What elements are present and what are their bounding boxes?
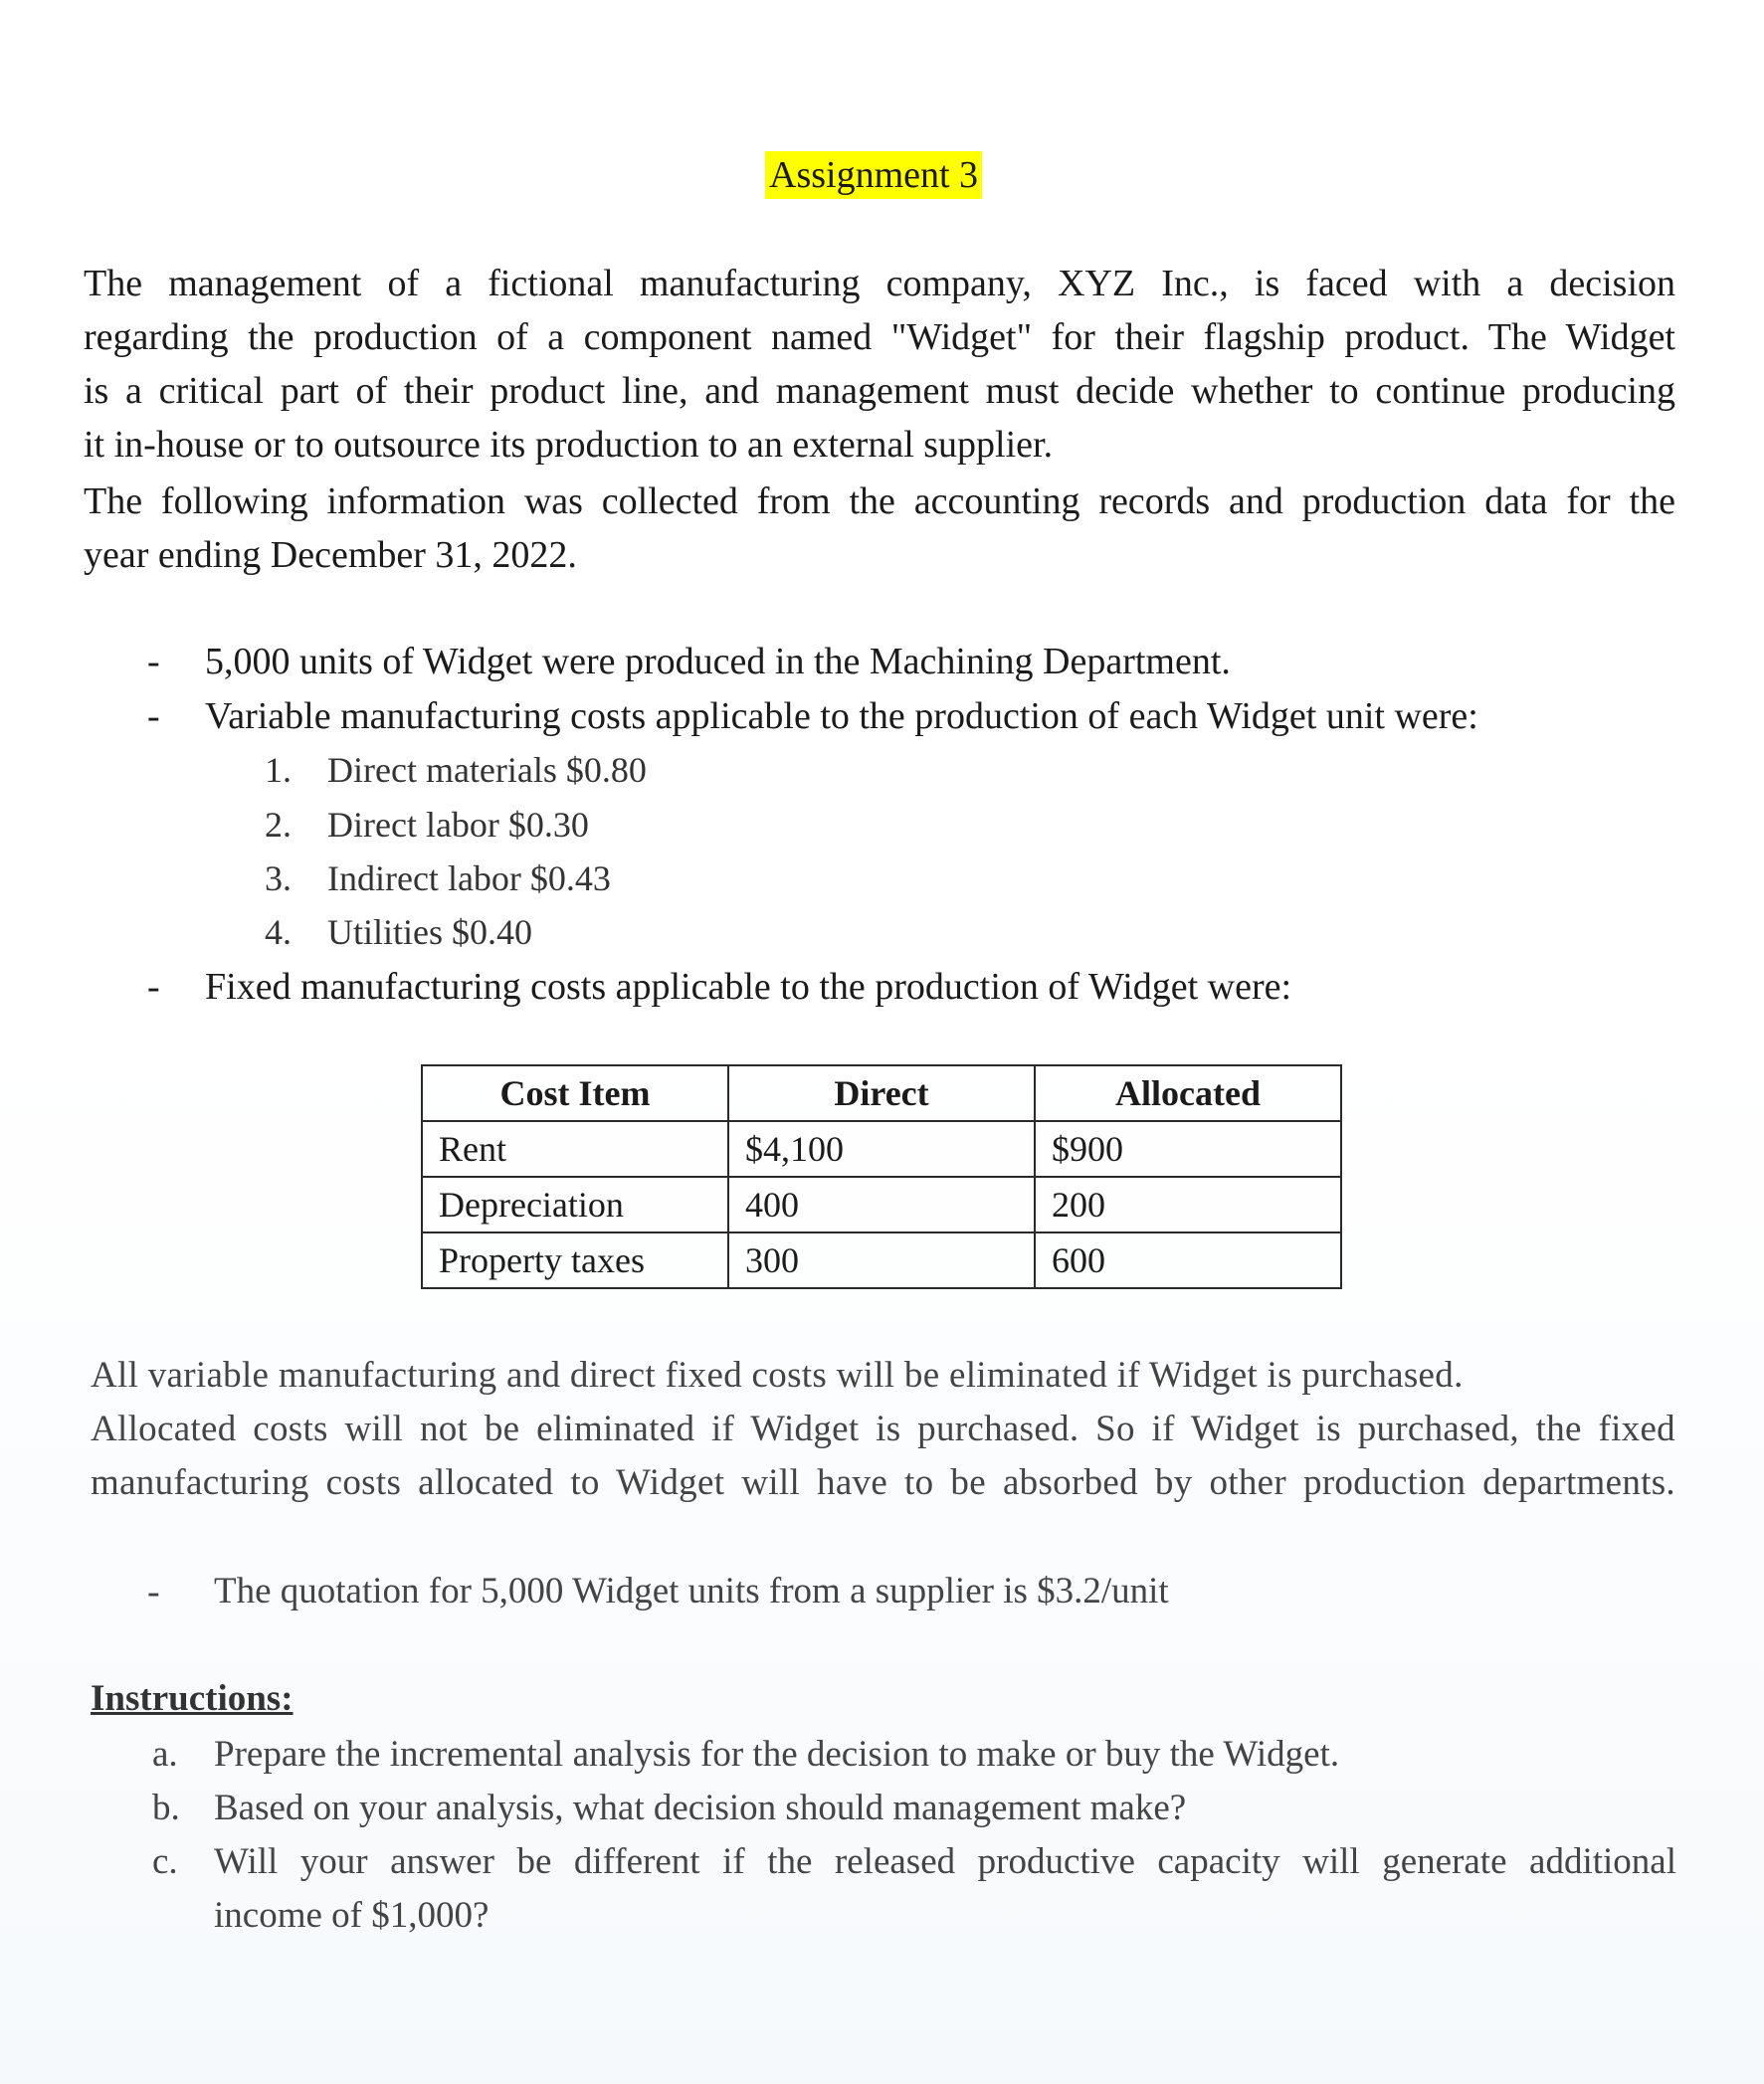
- table-cell: Rent: [422, 1121, 728, 1177]
- bullet-marker: -: [147, 1571, 160, 1612]
- table-row: [422, 1121, 1341, 1177]
- instruction-item-continued: income of $1,000?: [214, 1895, 490, 1936]
- instruction-item: Prepare the incremental analysis for the decision to make or buy the Widget.: [214, 1734, 1340, 1775]
- page-title: Assignment 3: [765, 151, 982, 199]
- bullet-fixed-costs: Fixed manufacturing costs applicable to the production of Widget were:: [205, 966, 1292, 1008]
- bullet-variable-costs: Variable manufacturing costs applicable to the production of each Widget unit were:: [205, 695, 1478, 737]
- bullet-units-produced: 5,000 units of Widget were produced in the Machining Department.: [205, 641, 1231, 682]
- table-header-row: [422, 1065, 1341, 1121]
- note-line-1: All variable manufacturing and direct fixed costs will be eliminated if Widget is purchased.: [91, 1355, 1464, 1396]
- note-line-3: manufacturing costs allocated to Widget will have to be absorbed by other production departments.: [91, 1462, 1675, 1503]
- variable-cost-number: 3.: [265, 858, 292, 898]
- instruction-item: Based on your analysis, what decision should management make?: [214, 1788, 1187, 1828]
- table-cell: $4,100: [728, 1121, 1035, 1177]
- instruction-letter: a.: [152, 1734, 178, 1775]
- fixed-costs-table: [421, 1064, 1342, 1289]
- variable-cost-item: Indirect labor $0.43: [327, 858, 611, 898]
- table-row: [422, 1232, 1341, 1288]
- table-cell: 300: [728, 1232, 1035, 1288]
- bullet-marker: -: [147, 695, 160, 737]
- instructions-heading: Instructions:: [91, 1678, 294, 1719]
- variable-cost-item: Direct labor $0.30: [327, 805, 589, 845]
- variable-cost-number: 4.: [265, 912, 292, 952]
- variable-cost-number: 2.: [265, 805, 292, 845]
- table-cell: 200: [1035, 1177, 1341, 1232]
- column-header: Direct: [728, 1065, 1035, 1121]
- variable-cost-number: 1.: [265, 750, 292, 790]
- intro-line-5: The following information was collected from the accounting records and production data for the: [84, 480, 1675, 522]
- table-cell: 600: [1035, 1232, 1341, 1288]
- instruction-item: Will your answer be different if the released productive capacity will generate additional: [214, 1841, 1676, 1882]
- intro-line-2: regarding the production of a component named "Widget" for their flagship product. The Widget: [84, 316, 1675, 358]
- table-cell: 400: [728, 1177, 1035, 1232]
- intro-line-4: it in-house or to outsource its production to an external supplier.: [84, 424, 1054, 466]
- bullet-marker: -: [147, 641, 160, 682]
- intro-line-6: year ending December 31, 2022.: [84, 534, 577, 576]
- bullet-supplier-quote: The quotation for 5,000 Widget units from a supplier is $3.2/unit: [214, 1571, 1169, 1611]
- bullet-marker: -: [147, 966, 160, 1008]
- note-line-2: Allocated costs will not be eliminated if Widget is purchased. So if Widget is purchased, the fixed: [91, 1409, 1675, 1449]
- table-cell: Depreciation: [422, 1177, 728, 1232]
- intro-line-1: The management of a fictional manufacturing company, XYZ Inc., is faced with a decision: [84, 263, 1675, 304]
- intro-line-3: is a critical part of their product line, and management must decide whether to continue producing: [84, 370, 1675, 412]
- table-cell: $900: [1035, 1121, 1341, 1177]
- variable-cost-item: Utilities $0.40: [327, 912, 532, 952]
- instruction-letter: b.: [152, 1788, 180, 1828]
- column-header: Cost Item: [422, 1065, 728, 1121]
- column-header: Allocated: [1035, 1065, 1341, 1121]
- table-row: [422, 1177, 1341, 1232]
- variable-cost-item: Direct materials $0.80: [327, 750, 647, 790]
- instruction-letter: c.: [152, 1841, 178, 1882]
- table-cell: Property taxes: [422, 1232, 728, 1288]
